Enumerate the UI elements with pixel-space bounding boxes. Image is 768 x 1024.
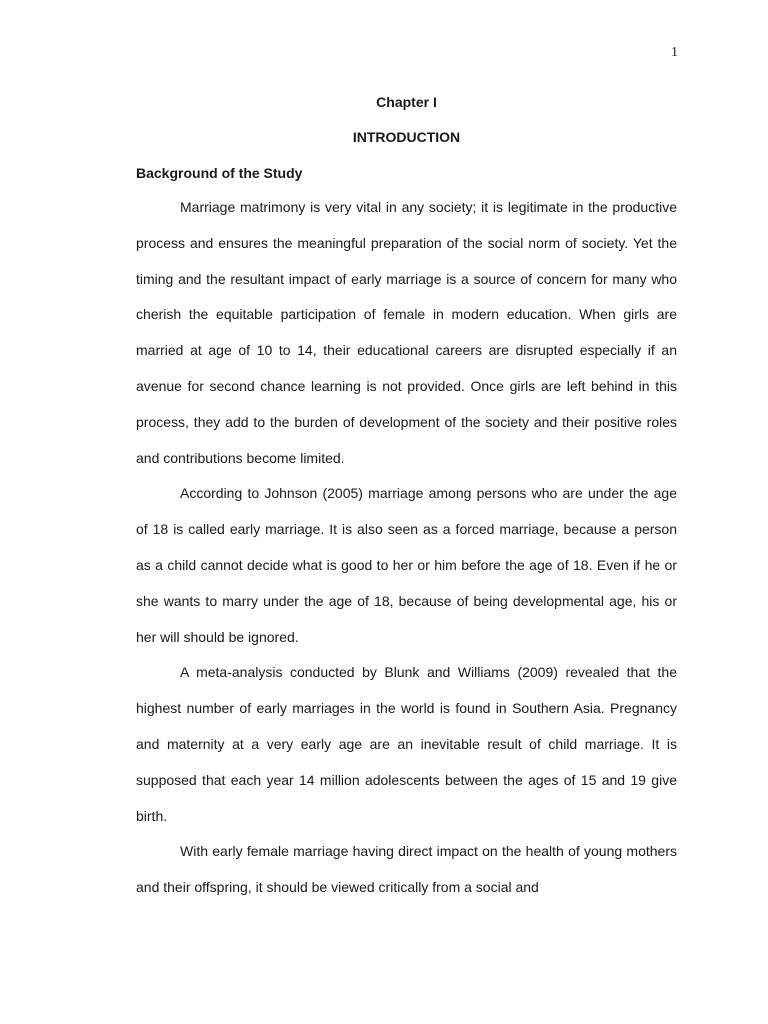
paragraph: With early female marriage having direct impact on the health of young mothers and their offspring, it should be viewed critically from a social and (136, 843, 677, 896)
page-number: 1 (671, 45, 678, 60)
document-body (136, 92, 677, 906)
paragraph: Marriage matrimony is very vital in any society; it is legitimate in the productive process and ensures the meaningful preparation of the social norm of society. Yet the timing and the resultant impact of early marriage is a source of concern for many who cherish the equitable participation of female in modern education. When girls are married at age of 10 to 14, their educational careers are disrupted especially if an avenue for second chance learning is not provided. Once girls are left behind in this process, they add to the burden of development of the society and their positive roles and contributions become limited. (136, 199, 677, 466)
chapter-label: Chapter I (376, 94, 437, 110)
paragraph: A meta-analysis conducted by Blunk and Williams (2009) revealed that the highest number of early marriages in the world is found in Southern Asia. Pregnancy and maternity at a very early age are an inevitable result of child marriage. It is supposed that each year 14 million adolescents between the ages of 15 and 19 give birth. (136, 664, 677, 824)
chapter-title: INTRODUCTION (352, 129, 461, 145)
paragraph: According to Johnson (2005) marriage among persons who are under the age of 18 is called early marriage. It is also seen as a forced marriage, because a person as a child cannot decide what is good to her or him before the age of 18. Even if he or she wants to marry under the age of 18, because of being developmental age, his or her will should be ignored. (136, 485, 677, 645)
section-heading: Background of the Study (136, 165, 303, 181)
